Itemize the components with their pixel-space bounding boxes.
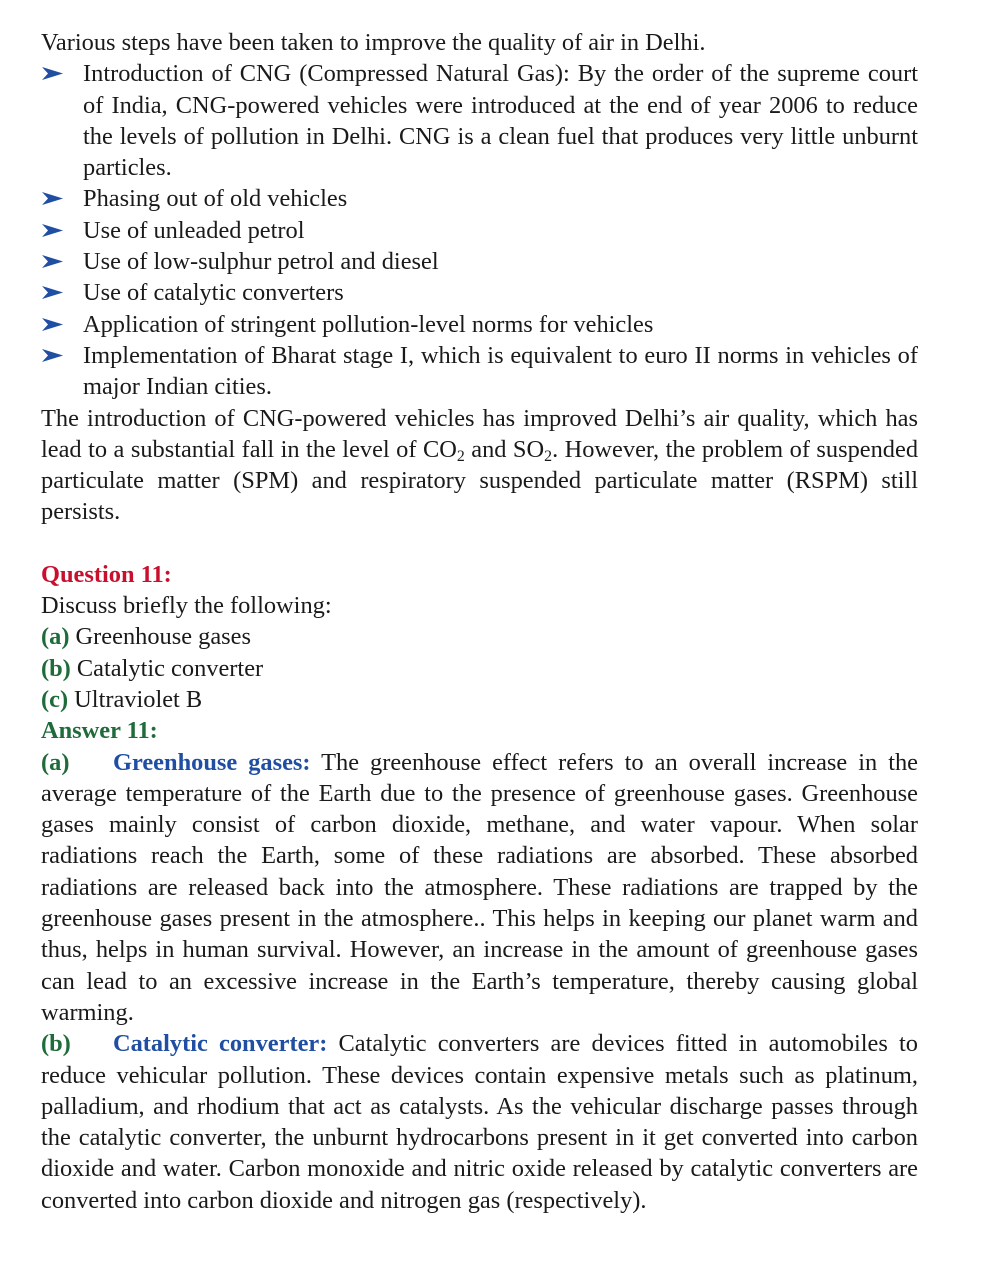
arrow-bullet-icon [41, 348, 64, 363]
bullet-text: Use of unleaded petrol [83, 216, 305, 244]
answer-a-term: Greenhouse gases: [113, 748, 311, 776]
list-item [41, 58, 918, 183]
bullet-text: Use of catalytic converters [83, 279, 344, 307]
question-item [41, 684, 918, 715]
arrow-bullet-icon [41, 223, 64, 238]
arrow-bullet-icon [41, 317, 64, 332]
question-item-text: Ultraviolet B [68, 685, 203, 713]
answer-b-label: (b) [41, 1030, 71, 1058]
bullet-text: Phasing out of old vehicles [83, 185, 348, 213]
question-heading: Question 11: [41, 560, 172, 588]
intro-text: Various steps have been taken to improve the quality of air in Delhi. [41, 29, 706, 56]
bullet-text: Application of stringent pollution-level norms for vehicles [83, 310, 654, 338]
answer-b-paragraph [41, 1028, 918, 1216]
answer-b-text: Catalytic converters are devices fitted in automobiles to reduce vehicular pollution. These devices contain expensive metals such as platinum, palladium, and rhodium that act as catalysts. As the vehicular discharge passes through the catalytic converter, the unburnt hydrocarbons present in it get converted into carbon dioxide and water. Carbon monoxide and nitric oxide released by catalytic converters are converted into carbon dioxide and nitrogen gas (respectively). [41, 1030, 918, 1214]
list-item [41, 183, 918, 214]
bullet-text: Implementation of Bharat stage I, which is equivalent to euro II norms in vehicles of major Indian cities. [83, 341, 918, 401]
so2-subscript: 2 [544, 447, 553, 465]
conclusion-text-2: and SO [464, 435, 545, 463]
question-item-label: (a) [41, 623, 70, 651]
conclusion-text-1: The introduction of CNG-powered vehicles has improved Delhi’s air quality, which has lead to a substantial fall in the level of CO [41, 404, 918, 463]
question-item [41, 653, 918, 684]
conclusion-text-3: . However, the problem of suspended particulate matter (SPM) and respiratory suspended particulate matter (RSPM) still persists. [41, 435, 919, 526]
arrow-bullet-icon [41, 254, 64, 269]
arrow-bullet-icon [41, 191, 64, 206]
document-page [41, 27, 918, 1216]
list-item [41, 309, 918, 340]
question-item-text: Greenhouse gases [69, 623, 251, 651]
list-item [41, 215, 918, 246]
question-item-label: (b) [41, 654, 71, 682]
question-item-label: (c) [41, 685, 69, 713]
answer-heading: Answer 11: [41, 717, 158, 745]
answer-a-label: (a) [41, 748, 70, 776]
bullet-text: Introduction of CNG (Compressed Natural Gas): By the order of the supreme court of India, CNG-powered vehicles were introduced at the end of year 2006 to reduce the levels of pollution in Delhi. CNG is a clean fuel that produces very little unburnt particles. [83, 60, 918, 182]
list-item [41, 277, 918, 308]
arrow-bullet-icon [41, 285, 64, 300]
question-prompt: Discuss briefly the following: [41, 592, 332, 620]
bullet-text: Use of low-sulphur petrol and diesel [83, 248, 439, 276]
question-item-text: Catalytic converter [70, 654, 264, 682]
bullet-list [41, 58, 918, 402]
list-item [41, 340, 918, 403]
co2-subscript: 2 [456, 447, 465, 465]
answer-b-term: Catalytic converter: [113, 1030, 328, 1058]
question-item [41, 621, 918, 652]
list-item [41, 246, 918, 277]
answer-a-paragraph [41, 747, 918, 1029]
section-spacer [41, 528, 918, 559]
answer-a-text: The greenhouse effect refers to an overall increase in the average temperature of the Earth due to the presence of greenhouse gases. Greenhouse gases mainly consist of carbon dioxide, methane, and water vapour. When solar radiations reach the Earth, some of these radiations are absorbed. These absorbed radiations are released back into the atmosphere. These radiations are trapped by the greenhouse gases present in the atmosphere.. This helps in keeping our planet warm and thus, helps in human survival. However, an increase in the amount of greenhouse gases can lead to an excessive increase in the Earth’s temperature, thereby causing global warming. [41, 748, 918, 1026]
arrow-bullet-icon [41, 66, 64, 81]
conclusion-paragraph [41, 403, 918, 528]
